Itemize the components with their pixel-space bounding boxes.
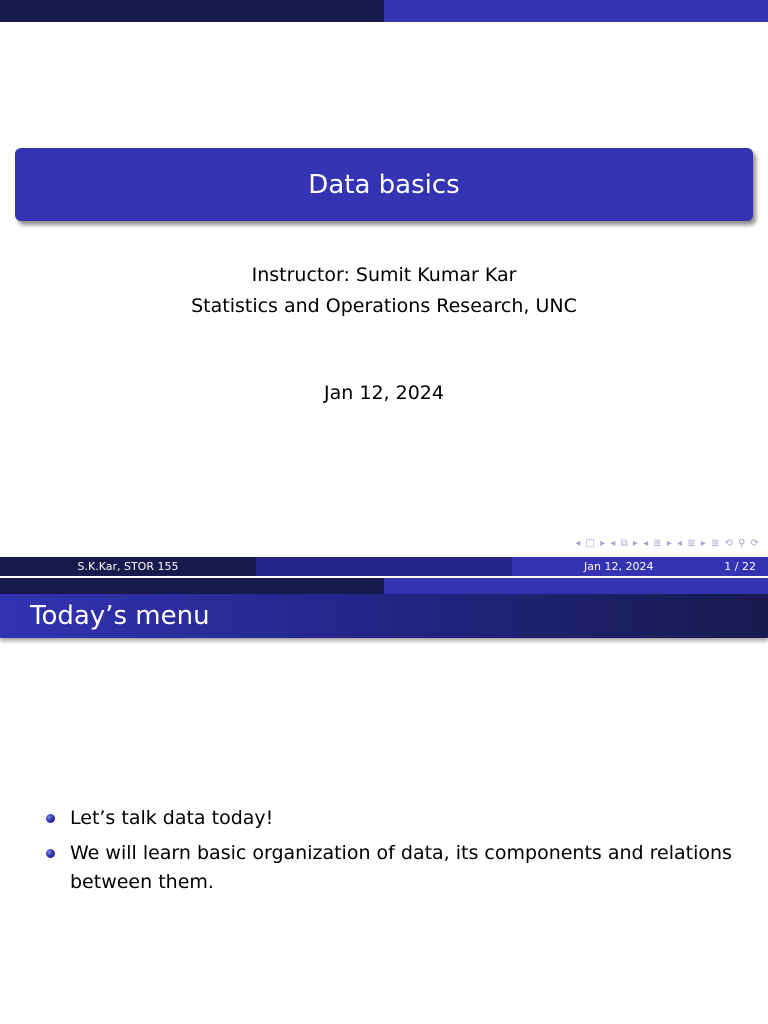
bullet-icon [46,814,55,823]
presentation-date: Jan 12, 2024 [324,382,444,404]
footer-author: S.K.Kar, STOR 155 [77,560,179,573]
header-bar-right [384,0,768,22]
bullet-text: Let’s talk data today! [70,807,274,829]
header-bar [0,0,768,22]
presentation-title: Data basics [308,169,460,200]
bullet-list [46,804,746,903]
header-bar-right [384,578,768,594]
bullet-text: We will learn basic organization of data, its components and relations between them. [70,842,732,893]
footer-date-segment [512,557,768,576]
instructor-line: Instructor: Sumit Kumar Kar [251,264,517,286]
list-item [46,839,746,897]
bullet-icon [46,849,55,858]
author-block [0,260,768,322]
institution-line: Statistics and Operations Research, UNC [191,295,577,317]
footer-bar [0,557,768,576]
title-box [15,148,753,221]
header-bar-left [0,0,384,22]
header-bar [0,578,768,594]
footer-title-segment [256,557,512,576]
footer-page-number: 1 / 22 [724,560,756,573]
footer-date: Jan 12, 2024 [584,560,654,573]
slide-todays-menu [0,578,768,1024]
frame-title: Today’s menu [30,601,210,631]
list-item [46,804,746,833]
footer-author-segment [0,557,256,576]
frame-title-bar [0,594,768,638]
beamer-navigation-icons[interactable]: ◂ □ ▸ ◂ ⧉ ▸ ◂ ≣ ▸ ◂ ≣ ▸ ≣ ⟲ ⚲ ⟳ [575,538,760,549]
header-bar-left [0,578,384,594]
